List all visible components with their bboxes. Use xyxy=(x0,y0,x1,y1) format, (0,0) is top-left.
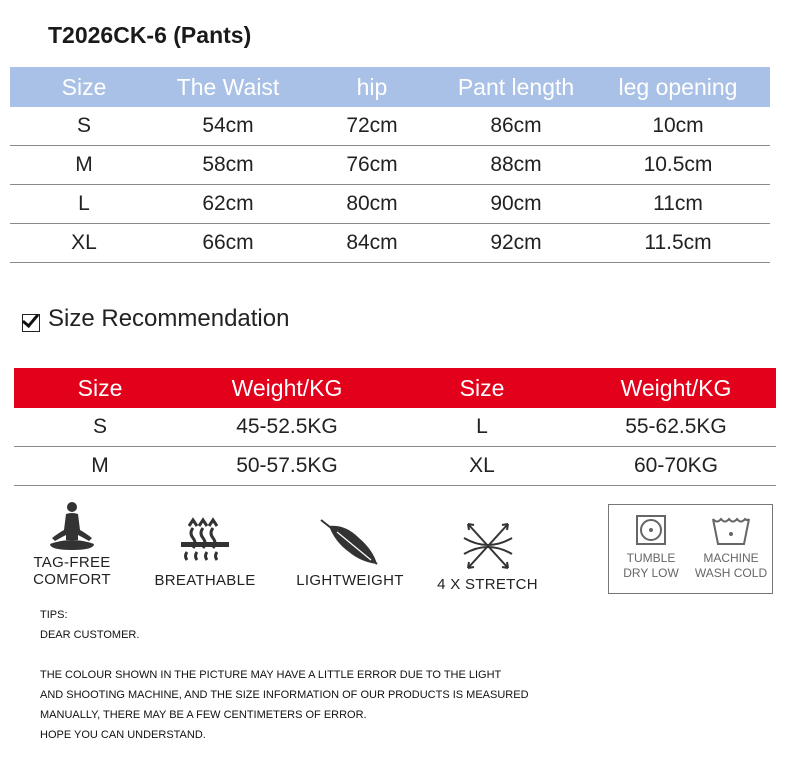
feature-label: BREATHABLE xyxy=(154,572,256,589)
cell: 86cm xyxy=(446,107,586,146)
feature-label: COMFORT xyxy=(33,571,111,588)
cell: L xyxy=(10,185,158,224)
cell: XL xyxy=(388,447,576,486)
cell: 80cm xyxy=(298,185,446,224)
cell: 66cm xyxy=(158,224,298,263)
size-chart-header-row xyxy=(10,67,770,107)
table-row xyxy=(14,408,776,447)
cell: 45-52.5KG xyxy=(186,408,388,447)
header-leg-opening: leg opening xyxy=(618,73,738,100)
table-row xyxy=(10,185,770,224)
product-title: T2026CK-6 (Pants) xyxy=(48,22,252,48)
tips-line: THE COLOUR SHOWN IN THE PICTURE MAY HAVE A LITTLE ERROR DUE TO THE LIGHT xyxy=(40,669,502,681)
cell: 58cm xyxy=(158,146,298,185)
table-row xyxy=(10,224,770,263)
care-label: MACHINE xyxy=(703,551,759,565)
cell: XL xyxy=(10,224,158,263)
wash-tub-icon xyxy=(711,515,751,547)
checkbox-checked-icon xyxy=(22,314,40,332)
cell: 54cm xyxy=(158,107,298,146)
weight-recommendation-table xyxy=(14,368,776,486)
feature-tag-free xyxy=(22,500,122,588)
care-label: TUMBLE xyxy=(626,551,676,565)
cell: M xyxy=(14,447,186,486)
feature-label: TAG-FREE xyxy=(33,554,111,571)
cell: 92cm xyxy=(446,224,586,263)
tips-line: DEAR CUSTOMER. xyxy=(40,629,140,641)
cell: 55-62.5KG xyxy=(576,408,776,447)
tips-line: MANUALLY, THERE MAY BE A FEW CENTIMETERS OF ERROR. xyxy=(40,709,367,721)
cell: 72cm xyxy=(298,107,446,146)
breathable-fabric-icon xyxy=(175,516,235,566)
feature-breathable xyxy=(150,516,260,589)
size-recommendation-heading xyxy=(22,305,289,333)
table-row xyxy=(10,107,770,146)
care-machine-wash xyxy=(691,515,771,581)
tips-text xyxy=(40,605,529,745)
tips-line: AND SHOOTING MACHINE, AND THE SIZE INFORMATION OF OUR PRODUCTS IS MEASURED xyxy=(40,689,529,701)
feature-label: 4 X STRETCH xyxy=(437,576,538,593)
cell: L xyxy=(388,408,576,447)
care-instructions-box xyxy=(608,504,773,594)
care-label: WASH COLD xyxy=(694,566,768,580)
tips-line xyxy=(40,645,529,665)
cell: 10.5cm xyxy=(586,146,770,185)
cell: 50-57.5KG xyxy=(186,447,388,486)
feature-label: LIGHTWEIGHT xyxy=(296,572,404,589)
cell: S xyxy=(10,107,158,146)
feather-icon xyxy=(315,516,385,568)
table-row xyxy=(14,447,776,486)
tips-line: TIPS: xyxy=(40,609,68,621)
cell: 84cm xyxy=(298,224,446,263)
cell: 10cm xyxy=(586,107,770,146)
cell: 90cm xyxy=(446,185,586,224)
header-waist: The Waist xyxy=(176,73,280,100)
cell: 76cm xyxy=(298,146,446,185)
header-weight: Weight/KG xyxy=(620,374,732,401)
care-tumble-dry xyxy=(611,515,691,581)
table-row xyxy=(10,146,770,185)
stretch-arrows-icon xyxy=(458,518,518,574)
cell: 62cm xyxy=(158,185,298,224)
header-size: Size xyxy=(61,73,107,100)
feature-stretch xyxy=(430,518,545,593)
header-size: Size xyxy=(77,374,123,401)
cell: M xyxy=(10,146,158,185)
care-label: DRY LOW xyxy=(623,566,679,580)
tips-line: HOPE YOU CAN UNDERSTAND. xyxy=(40,729,206,741)
recommendation-header-row xyxy=(14,368,776,408)
feature-lightweight xyxy=(290,516,410,589)
header-pant-length: Pant length xyxy=(457,73,575,100)
cell: 88cm xyxy=(446,146,586,185)
size-chart-table xyxy=(10,67,770,263)
size-recommendation-title: Size Recommendation xyxy=(48,305,290,332)
cell: 11cm xyxy=(586,185,770,224)
meditation-figure-icon xyxy=(42,500,102,552)
cell: 60-70KG xyxy=(576,447,776,486)
header-size: Size xyxy=(459,374,505,401)
cell: 11.5cm xyxy=(586,224,770,263)
header-hip: hip xyxy=(356,73,388,100)
header-weight: Weight/KG xyxy=(231,374,343,401)
tumble-dry-icon xyxy=(633,515,669,547)
cell: S xyxy=(14,408,186,447)
